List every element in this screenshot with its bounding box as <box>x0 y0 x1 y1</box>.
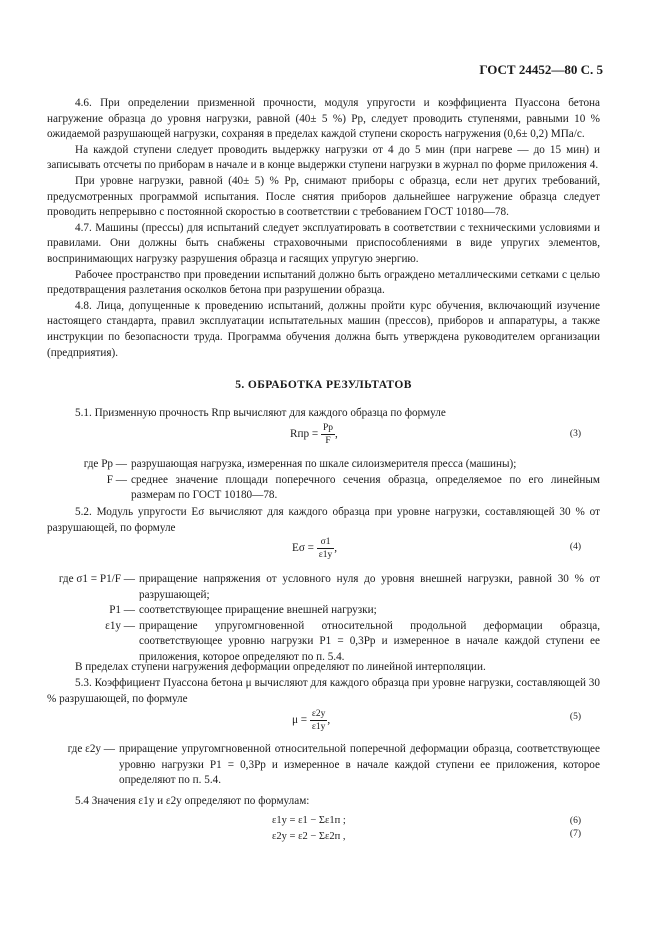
def-label-pp: где Pр — <box>83 458 127 470</box>
formula-5-fraction <box>310 708 331 733</box>
paragraph-interpolation <box>47 660 600 676</box>
paragraph-4-8: 4.8. Лица, допущенные к проведению испытаний, должны пройти курс обучения, включающий изучение настоящего стандарта, правил эксплуатации испытательных машин (прессов), приборов и аппаратуры, а также инструкции по безопасности труда. Программа обучения должна быть утверждена руководителем организации (предприятия). <box>47 299 600 359</box>
paragraph-4-7: 4.7. Машины (прессы) для испытаний следует эксплуатировать в соответствии с техническими условиями и правилами. Они должны быть снабжены страховочными приспособлениями в виде упругих элементов, воспринимающих нагрузку разрушения образца и гасящих упругую энергию. <box>47 221 600 265</box>
formula-3-denominator: F <box>325 436 331 446</box>
def-label-sigma: где σ1 = P1/F — <box>58 573 135 585</box>
clause-4-block <box>47 96 600 361</box>
paragraph-remove-gauges: При уровне нагрузки, равной (40± 5) % Pр, снимают приборы с образца, если нет других требований, предусмотренных программой испытания. После снятия приборов дальнейшее нагружение образца следует проводить непрерывно с постоянной скоростью в соответствии с требованием ГОСТ 10180—78. <box>47 174 600 219</box>
equation-number-5: (5) <box>569 712 581 722</box>
definitions-5-1 <box>47 457 600 505</box>
formula-4-denominator: ε1y <box>318 550 333 560</box>
formula-3-lhs: Rпр = <box>290 428 319 441</box>
page-header: ГОСТ 24452—80 С. 5 <box>479 62 603 77</box>
formula-5 <box>292 708 330 733</box>
paragraph-hold: На каждой ступени следует проводить выдержку нагрузки от 4 до 5 мин (при нагреве — до 15 мин) и записывать отсчеты по приборам в начале и в конце выдержки ступени нагрузки в журнал по форме приложения 4. <box>47 143 600 172</box>
formula-3-numerator: Pр <box>322 423 333 433</box>
equation-number-3: (3) <box>569 429 581 439</box>
paragraph-5-4-text: 5.4 Значения ε1y и ε2y определяют по формулам: <box>75 795 310 807</box>
def-label-eps2y: где ε2y — <box>67 743 115 755</box>
def-label-eps1y: ε1y — <box>105 619 135 632</box>
formula-4-fraction <box>317 536 338 561</box>
formula-3-fraction <box>321 422 335 447</box>
formula-6: ε1y = ε1 − Σε1п ; <box>272 815 346 826</box>
formula-4-tail: , <box>334 542 338 555</box>
formula-5-denominator: ε1y <box>311 722 326 732</box>
equation-number-6: (6) <box>569 816 581 826</box>
section-title: 5. ОБРАБОТКА РЕЗУЛЬТАТОВ <box>235 379 412 391</box>
paragraph-5-1 <box>47 406 600 422</box>
formula-5-numerator: ε2y <box>311 709 326 719</box>
paragraph-interpolation-text: В пределах ступени нагружения деформации определяют по линейной интерполяции. <box>75 661 486 673</box>
def-text-sigma: приращение напряжения от условного нуля до уровня внешней нагрузки, равной 30 % от разрушающей; <box>139 573 600 601</box>
definitions-5-2 <box>47 572 600 663</box>
formula-5-tail: , <box>327 714 331 727</box>
def-text-f: среднее значение площади поперечного сечения образца, определяемое по его линейным размерам по ГОСТ 10180—78. <box>131 473 600 502</box>
formula-4-lhs: Eσ = <box>292 542 314 555</box>
formula-4 <box>292 536 337 561</box>
paragraph-5-3 <box>47 676 600 707</box>
paragraph-5-2-text: 5.2. Модуль упругости Eσ вычисляют для каждого образца при уровне нагрузки, составляющей 30 % от разрушающей, по формуле <box>47 506 600 534</box>
definitions-5-3 <box>47 742 600 790</box>
paragraph-5-2 <box>47 505 600 536</box>
def-text-eps2y: приращение упругомгновенной относительной поперечной деформации образца, соответствующее уровню нагрузки P1 = 0,3Pр и измеренное в начале каждой ступени ее приложения, которое определяют по п. 5.4. <box>119 743 600 787</box>
formula-7: ε2y = ε2 − Σε2п , <box>272 831 346 842</box>
def-label-p1: P1 — <box>109 604 135 617</box>
equation-number-4: (4) <box>569 542 581 552</box>
formula-5-lhs: μ = <box>292 714 308 727</box>
def-text-eps1y: приращение упругомгновенной относительной продольной деформации образца, соответствующее уровню нагрузки P1 = 0,3Pр и измеренное в начале каждой ступени ее приложения, которое определяют по п. 5.4. <box>139 619 600 663</box>
paragraph-5-4 <box>47 794 600 810</box>
def-text-pp: разрушающая нагрузка, измеренная по шкале силоизмерителя пресса (машины); <box>131 458 517 470</box>
paragraph-5-1-text: 5.1. Призменную прочность Rпр вычисляют для каждого образца по формуле <box>75 407 446 419</box>
paragraph-workspace: Рабочее пространство при проведении испытаний должно быть ограждено металлическими сетками с целью предотвращения разлетания осколков бетона при разрушении образца. <box>47 268 600 297</box>
formula-3 <box>290 422 338 447</box>
def-label-f: F — <box>106 473 127 486</box>
formula-3-tail: , <box>335 428 338 441</box>
equation-number-7: (7) <box>569 829 581 839</box>
def-text-p1: соответствующее приращение внешней нагрузки; <box>139 604 377 617</box>
paragraph-4-6: 4.6. При определении призменной прочности, модуля упругости и коэффициента Пуассона бетона нагружение образца до уровня нагрузки, равной (40± 5 %) Pр, следует проводить ступенями, равными 10 % ожидаемой разрушающей нагрузки, сохраняя в пределах каждой ступени скорость нагружения (0,6± 0,2) МПа/с. <box>47 97 600 141</box>
paragraph-5-3-text: 5.3. Коэффициент Пуассона бетона μ вычисляют для каждого образца при уровне нагрузки, составляющей 30 % разрушающей, по формуле <box>47 677 600 705</box>
formula-4-numerator: σ1 <box>317 536 335 549</box>
